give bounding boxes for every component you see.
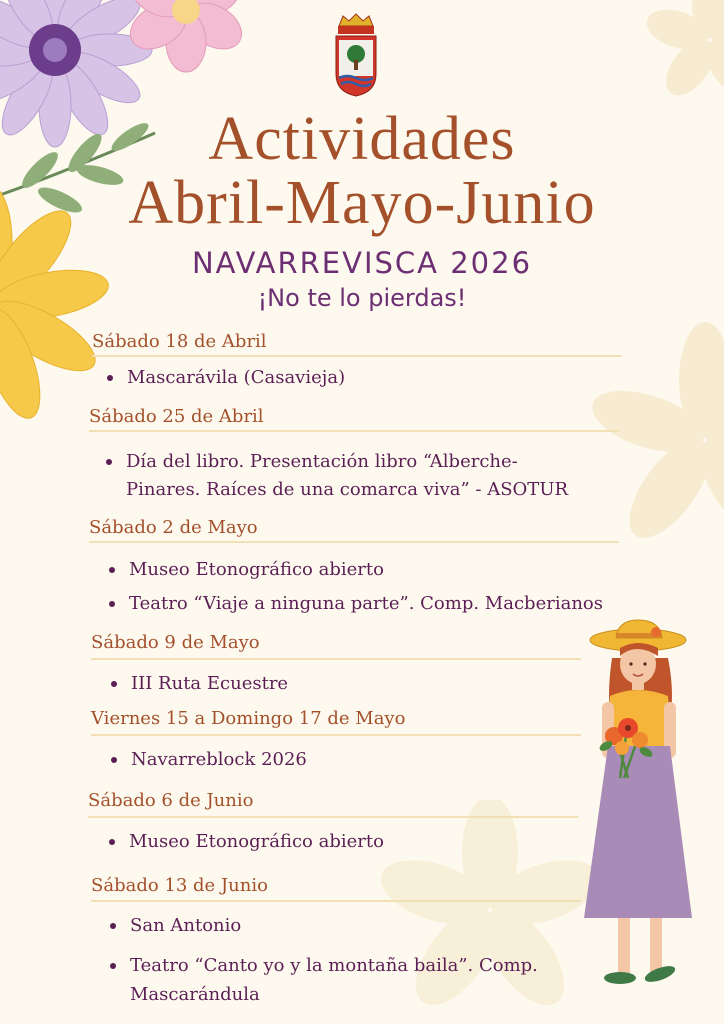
event-item: San Antonio xyxy=(130,912,241,940)
bullet xyxy=(109,567,115,573)
divider xyxy=(92,355,622,357)
event-item: Museo Etonográfico abierto xyxy=(129,556,384,584)
event-item: Teatro “Viaje a ninguna parte”. Comp. Macberianos xyxy=(129,590,603,618)
event-item-continuation: Mascarándula xyxy=(130,984,260,1005)
event-date: Sábado 2 de Mayo xyxy=(89,517,258,538)
girl-with-bouquet-illustration xyxy=(576,618,700,998)
faint-flower-icon xyxy=(380,800,600,1024)
event-item-continuation: Pinares. Raíces de una comarca viva” - ASOTUR xyxy=(126,479,569,500)
bullet xyxy=(109,839,115,845)
title-line-2: Abril-Mayo-Junio xyxy=(128,169,596,237)
bullet xyxy=(111,681,117,687)
bullet xyxy=(106,459,112,465)
event-item: Día del libro. Presentación libro “Alberche- xyxy=(126,448,518,476)
event-date: Viernes 15 a Domingo 17 de Mayo xyxy=(91,708,406,729)
event-date: Sábado 6 de Junio xyxy=(88,790,254,811)
faint-flower-icon xyxy=(640,0,724,110)
event-item: III Ruta Ecuestre xyxy=(131,670,288,698)
title-line-1: Actividades xyxy=(208,105,516,173)
pink-flower-icon xyxy=(118,0,258,80)
event-date: Sábado 25 de Abril xyxy=(89,406,264,427)
subtitle: NAVARREVISCA 2026 xyxy=(191,246,533,280)
bullet xyxy=(111,757,117,763)
event-date: Sábado 9 de Mayo xyxy=(91,632,260,653)
tagline: ¡No te lo pierdas! xyxy=(257,284,467,312)
event-item: Mascarávila (Casavieja) xyxy=(127,364,345,392)
divider xyxy=(89,430,619,432)
divider xyxy=(89,541,619,543)
event-item: Teatro “Canto yo y la montaña baila”. Comp. xyxy=(130,952,538,980)
bullet xyxy=(110,963,116,969)
bullet xyxy=(109,601,115,607)
event-date: Sábado 18 de Abril xyxy=(92,331,267,352)
event-item: Museo Etonográfico abierto xyxy=(129,828,384,856)
event-date: Sábado 13 de Junio xyxy=(91,875,268,896)
divider xyxy=(91,658,581,660)
bullet xyxy=(107,375,113,381)
divider xyxy=(88,816,578,818)
divider xyxy=(91,900,581,902)
bullet xyxy=(110,923,116,929)
divider xyxy=(91,734,581,736)
coat-of-arms-icon xyxy=(333,12,379,98)
event-item: Navarreblock 2026 xyxy=(131,746,307,774)
